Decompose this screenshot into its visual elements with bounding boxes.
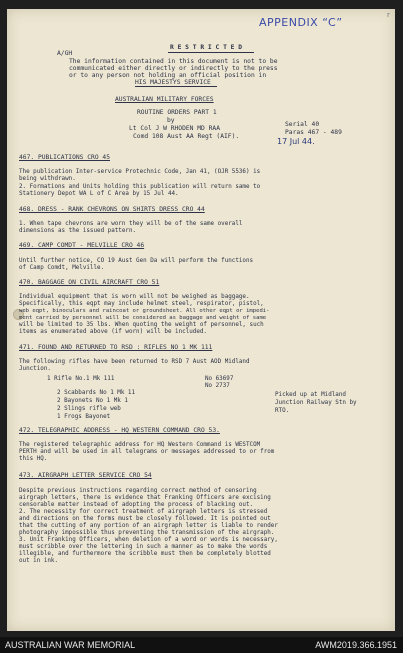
para-line: 1. When tape chevrons are worn they will be of the same overall — [19, 221, 243, 227]
notice-line: communicated either directly or indirectly to the press — [69, 65, 278, 72]
file-reference: A/GH — [57, 50, 73, 57]
para-line: items as enumerated above (if worn) will be included. — [19, 329, 207, 335]
serial-number: Serial 40 — [285, 121, 320, 128]
returned-item: 1 Frogs Bayonet — [57, 414, 111, 420]
para-line: PERTH and will be used in all telegrams or messages addressed to or from — [19, 449, 275, 455]
returned-item: 2 Slings rifle web — [57, 406, 121, 412]
para-heading: 470. BAGGAGE ON CIVIL AIRCRAFT CRO 51 — [19, 279, 160, 286]
para-heading: 468. DRESS - RANK CHEVRONS ON SHIRTS DRESS CRO 44 — [19, 206, 205, 213]
forces-heading: AUSTRALIAN MILITARY FORCES — [115, 96, 214, 103]
para-line: The registered telegraphic address for HQ Western Command is WESTCOM — [19, 442, 261, 448]
order-date: 17 Jul 44. — [277, 137, 315, 146]
catalogue-number: AWM2019.366.1951 — [315, 640, 397, 650]
classification-marking: R E S T R I C T E D — [170, 44, 243, 51]
returned-item: 1 Rifle No.1 Mk 111 — [47, 376, 115, 382]
commanding-officer: Lt Col J W RHODEN MD RAA — [129, 125, 220, 132]
rifle-number: No 2737 — [205, 383, 230, 389]
para-line: The following rifles have been returned to RSD 7 Aust AOD Midland — [19, 359, 250, 365]
notice-line: HIS MAJESTYS SERVICE — [135, 79, 211, 86]
pickup-note: Picked up at Midland — [275, 392, 346, 398]
rifle-number: No 63697 — [205, 376, 234, 382]
institution-name: AUSTRALIAN WAR MEMORIAL — [5, 640, 136, 650]
para-heading: 471. FOUND AND RETURNED TO RSD : RIFLES NO 1 MK 111 — [19, 344, 213, 351]
para-heading: 472. TELEGRAPHIC ADDRESS - HQ WESTERN COMMAND CRO 53. — [19, 427, 220, 434]
para-line: censorable matter instead of adopting the process of blacking out. — [19, 502, 254, 508]
para-line: 2. The necessity for correct treatment of airgraph letters is stressed — [19, 509, 268, 515]
returned-item: 2 Bayonets No 1 Mk 1 — [57, 398, 128, 404]
para-line: and directions on the forms must be closely followed. It is pointed out — [19, 516, 271, 522]
para-line: being withdrawn. — [19, 176, 76, 182]
para-line: 3. Unit Franking Officers, when deletion of a word or words is necessary, — [19, 537, 278, 543]
para-heading: 473. AIRGRAPH LETTER SERVICE CRO 54 — [19, 472, 152, 479]
para-heading: 469. CAMP COMDT - MELVILLE CRO 46 — [19, 242, 145, 249]
para-line: ment carried by personnel will be considered as baggage and weight of same — [19, 315, 267, 321]
para-line: dimensions as the issued pattern. — [19, 228, 137, 234]
para-line: Specifically, this eqpt may include helmet steel, respirator, pistol, — [19, 301, 264, 307]
para-heading: 467. PUBLICATIONS CRO 45 — [19, 154, 110, 161]
appendix-annotation: APPENDIX “C” — [259, 16, 343, 29]
pickup-note: RTO. — [275, 408, 290, 414]
notice-line: or to any person not holding an official position in — [69, 72, 267, 79]
para-line: illegible, and furthermore the scribble must then be completely blotted — [19, 551, 271, 557]
archive-footer — [0, 637, 403, 653]
pencil-mark: r — [387, 11, 390, 19]
document-page — [7, 9, 395, 631]
para-line: web eqpt, binoculars and raincoat or groundsheet. All other eqpt or impedi- — [19, 308, 270, 314]
para-line: must scribble over the lettering in such a manner as to make the words — [19, 544, 268, 550]
notice-line: The information contained in this document is not to be — [69, 58, 278, 65]
para-line: Junction. — [19, 366, 51, 372]
para-line: 2. Formations and Units holding this publication will return same to — [19, 184, 261, 190]
paras-range: Paras 467 - 489 — [285, 129, 342, 136]
para-line: of Camp Comdt, Melville. — [19, 265, 105, 271]
para-line: photography impossible thus preventing the transmission of the airgraph. — [19, 530, 275, 536]
para-line: Despite previous instructions regarding correct method of censoring — [19, 488, 257, 494]
para-line: out in ink. — [19, 558, 59, 564]
order-by: by — [167, 117, 175, 124]
para-line: that the cutting of any portion of an airgraph letter is liable to render — [19, 523, 278, 529]
para-line: Until further notice, CO 19 Aust Gen Da will perform the functions — [19, 258, 254, 264]
para-line: Stationery Depot WA L of C Area by 15 Jul 44. — [19, 191, 179, 197]
command-unit: Comd 108 Aust AA Regt (AIF). — [133, 133, 240, 140]
para-line: airgraph letters, there is evidence that Franking Officers are excising — [19, 495, 271, 501]
returned-item: 2 Scabbards No 1 Mk 11 — [57, 390, 136, 396]
order-title: ROUTINE ORDERS PART 1 — [137, 109, 217, 116]
pickup-note: Junction Railway Stn by — [275, 400, 357, 406]
para-line: this HQ. — [19, 456, 48, 462]
para-line: will be limited to 35 lbs. When quoting the weight of personnel, such — [19, 322, 264, 328]
para-line: Individual equipment that is worn will not be weighed as baggage. — [19, 294, 250, 300]
para-line: The publication Inter-service Protechnic Code, Jan 41, (OJR 5536) is — [19, 169, 261, 175]
